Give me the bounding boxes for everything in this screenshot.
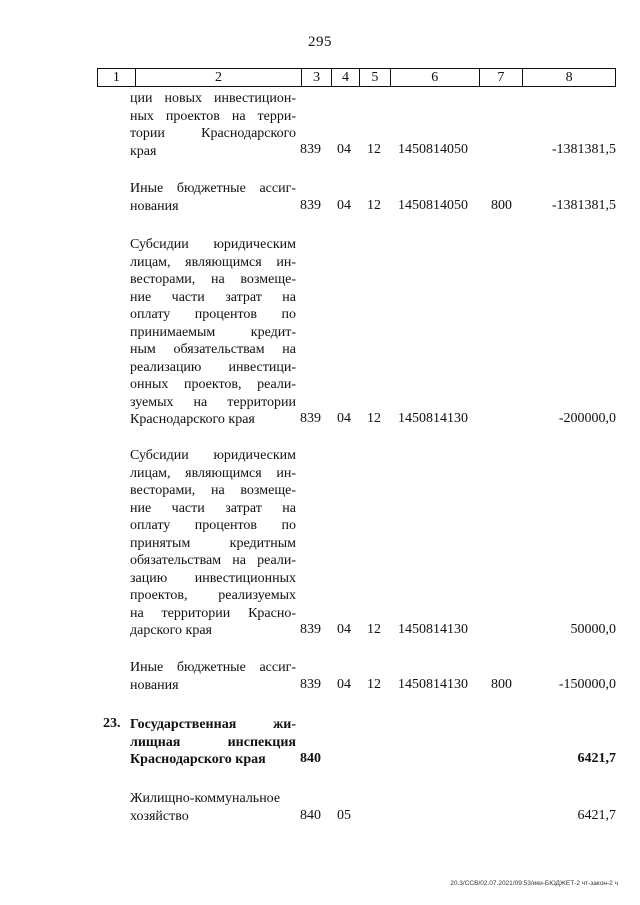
header-cell-5: 5 — [360, 69, 391, 86]
cell-col7: 800 — [491, 198, 512, 213]
cell-col6: 1450814130 — [398, 677, 468, 692]
header-cell-1: 1 — [98, 69, 136, 86]
header-cell-3: 3 — [302, 69, 332, 86]
cell-col8: -1381381,5 — [551, 142, 616, 157]
cell-col4: 04 — [337, 198, 351, 213]
cell-col6: 1450814130 — [398, 622, 468, 637]
table-header — [97, 68, 616, 87]
cell-col5: 12 — [367, 622, 381, 637]
cell-col4: 04 — [337, 142, 351, 157]
document-footer: 20.3/ССВ/02.07.2021/09:53/ики-БЮДЖЕТ-2 чт-закон-2 ч — [450, 880, 618, 887]
row-description: Субсидии юридическим лицам, являющимся ин- весторами, на возмеще- ние части затрат на оплату процентов по принятым кредитным обязательствам на реали- зацию инвестиционных проектов, реализуемых на территории Красно- дарского края — [130, 448, 296, 638]
cell-col3: 840 — [300, 808, 321, 823]
header-cell-8: 8 — [565, 70, 573, 85]
cell-col3: 839 — [300, 142, 321, 157]
header-cell-2: 2 — [136, 69, 302, 86]
cell-col6: 1450814050 — [398, 198, 468, 213]
header-cell-7: 7 — [480, 69, 524, 86]
cell-col8: 50000,0 — [570, 622, 616, 637]
cell-col4: 05 — [337, 808, 351, 823]
cell-col3: 840 — [300, 751, 321, 766]
header-cell-4: 4 — [332, 69, 360, 86]
cell-col5: 12 — [367, 411, 381, 426]
cell-col5: 12 — [367, 677, 381, 692]
cell-col8: -1381381,5 — [551, 198, 616, 213]
row-description: Субсидии юридическим лицам, являющимся ин- весторами, на возмеще- ние части затрат на оплату процентов по принимаемым кредит- ным обязательствам на реализацию инвестици- онных проектов, реали- зуемых на территории Краснодарского края — [130, 237, 296, 427]
header-cell-6: 6 — [391, 69, 480, 86]
cell-col8: 6421,7 — [577, 808, 616, 823]
section-number: 23. — [103, 716, 121, 731]
cell-col8: -200000,0 — [558, 411, 616, 426]
row-description: Государственная жи- лищная инспекция Краснодарского края — [130, 717, 296, 767]
row-description: Жилищно-коммунальное хозяйство — [130, 791, 281, 824]
cell-col3: 839 — [300, 622, 321, 637]
page-number: 295 — [308, 34, 332, 50]
row-description: Иные бюджетные ассиг- нования — [130, 181, 296, 214]
cell-col3: 839 — [300, 198, 321, 213]
cell-col4: 04 — [337, 622, 351, 637]
cell-col6: 1450814130 — [398, 411, 468, 426]
cell-col4: 04 — [337, 677, 351, 692]
row-description: Иные бюджетные ассиг- нования — [130, 660, 296, 693]
cell-col3: 839 — [300, 677, 321, 692]
cell-col5: 12 — [367, 198, 381, 213]
row-description: ции новых инвестицион- ных проектов на терри- тории Краснодарского края — [130, 91, 296, 159]
cell-col8: -150000,0 — [558, 677, 616, 692]
cell-col7: 800 — [491, 677, 512, 692]
cell-col4: 04 — [337, 411, 351, 426]
cell-col6: 1450814050 — [398, 142, 468, 157]
cell-col5: 12 — [367, 142, 381, 157]
cell-col3: 839 — [300, 411, 321, 426]
cell-col8: 6421,7 — [577, 751, 616, 766]
